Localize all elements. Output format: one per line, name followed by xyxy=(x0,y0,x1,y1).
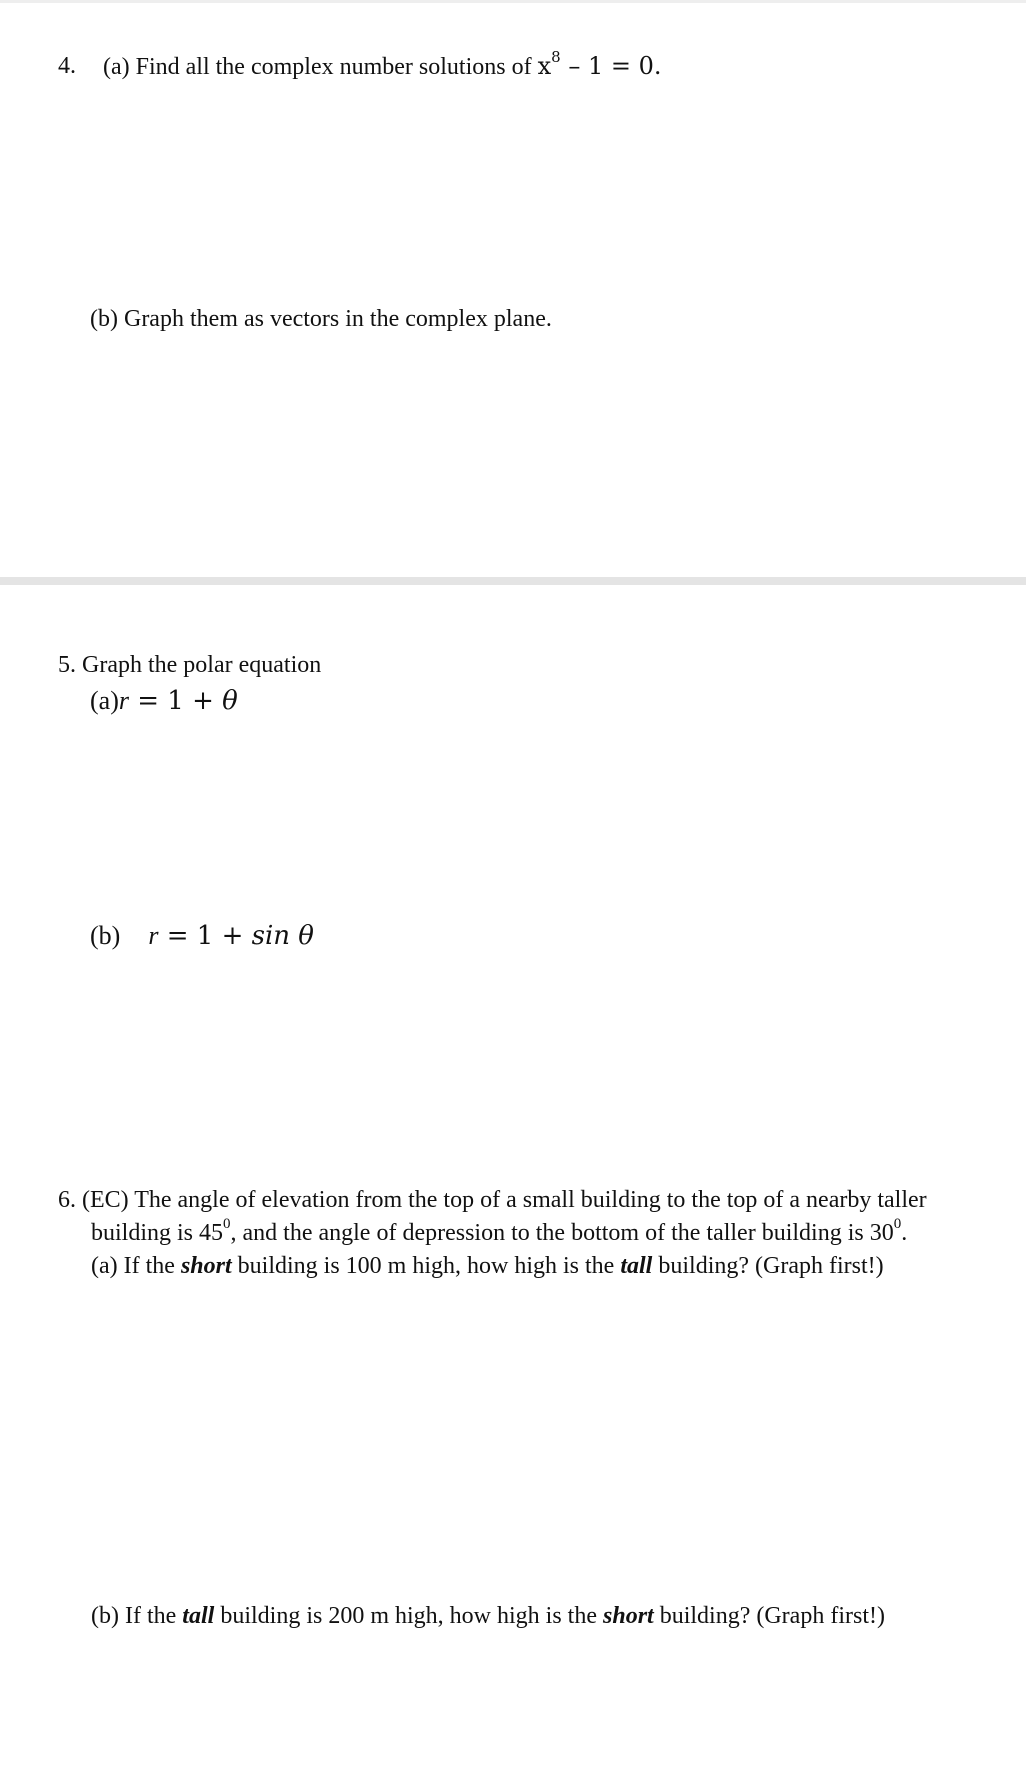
q5-heading: 5. Graph the polar equation xyxy=(58,652,322,678)
q5a-r: r xyxy=(118,686,129,715)
q5-part-b-label: (b) xyxy=(90,921,121,950)
q5-part-a-label: (a) xyxy=(90,686,119,715)
q5-part-b xyxy=(90,919,314,953)
q5b-rest: = 1 + xyxy=(158,921,252,951)
q5a-theta: θ xyxy=(222,686,238,716)
q4-part-b: (b) Graph them as vectors in the complex plane. xyxy=(90,306,552,332)
q4-part-a-text: (a) Find all the complex number solutions of xyxy=(103,54,538,80)
page-break-divider xyxy=(0,577,1026,585)
q5b-r: r xyxy=(148,921,159,950)
q5a-rest: = 1 + xyxy=(128,686,223,716)
q5-part-a xyxy=(90,684,238,718)
q5b-func: sin θ xyxy=(251,921,314,951)
q4-part-a xyxy=(103,50,661,84)
q6-part-b: (b) If the tall building is 200 m high, how high is the short building? (Graph first!) xyxy=(91,1603,885,1629)
q4-equation: $x^8 - 1 = 0$. xyxy=(537,48,662,80)
q6-line-2: building is $45^0$, and the angle of depression to the bottom of the taller building is $30^0$. xyxy=(91,1216,908,1246)
q6-line-1: 6. (EC) The angle of elevation from the top of a small building to the top of a nearby taller xyxy=(58,1187,927,1213)
q4-number: 4. xyxy=(58,53,76,79)
top-edge xyxy=(0,0,1026,3)
q6-part-a: (a) If the short building is 100 m high, how high is the tall building? (Graph first!) xyxy=(91,1253,884,1279)
